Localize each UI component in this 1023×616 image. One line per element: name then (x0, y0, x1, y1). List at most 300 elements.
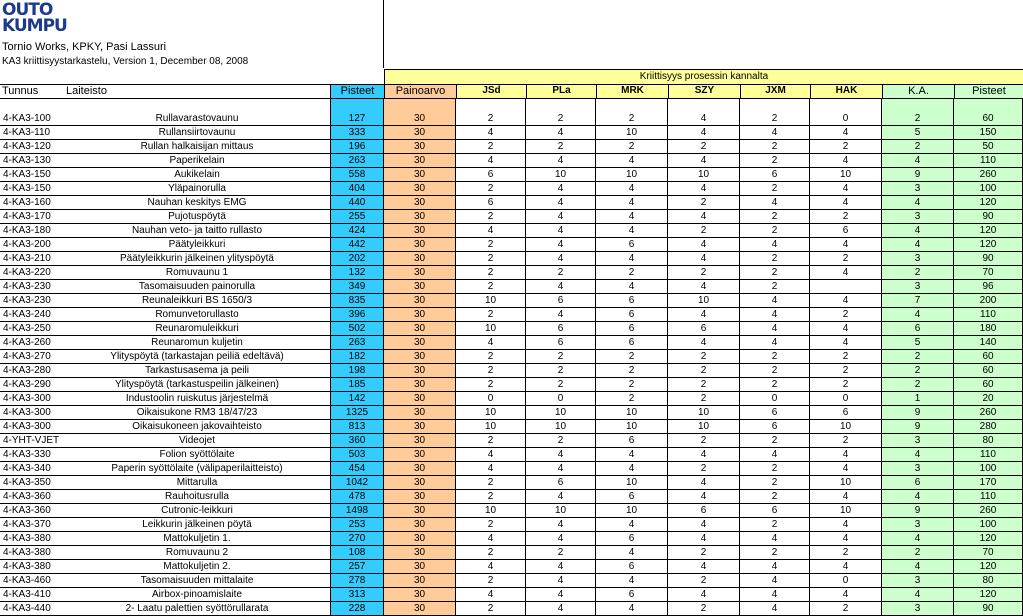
cell-pisteet2[interactable]: 150 (954, 126, 1023, 140)
cell-painoarvo[interactable]: 30 (384, 420, 456, 434)
cell-painoarvo[interactable]: 30 (384, 588, 456, 602)
cell-jsd[interactable]: 10 (456, 322, 526, 336)
cell-jsd[interactable]: 2 (456, 490, 526, 504)
cell-pisteet2[interactable]: 60 (954, 364, 1023, 378)
cell-pisteet2[interactable]: 200 (954, 294, 1023, 308)
cell-pisteet[interactable]: 253 (330, 518, 384, 532)
cell-pisteet[interactable]: 835 (330, 294, 384, 308)
cell-mrk[interactable]: 4 (596, 602, 668, 616)
cell-szy[interactable]: 10 (668, 168, 740, 182)
cell-laiteisto[interactable]: Tasomaisuuden mittalaite (140, 575, 254, 586)
cell-laiteisto[interactable]: Päätyleikkurin jälkeinen ylityspöytä (120, 253, 274, 264)
cell-szy[interactable]: 4 (668, 112, 740, 126)
cell-mrk[interactable]: 6 (596, 336, 668, 350)
cell-mrk[interactable]: 6 (596, 238, 668, 252)
cell-jxm[interactable]: 4 (740, 336, 810, 350)
cell-pisteet[interactable]: 185 (330, 378, 384, 392)
cell-pisteet[interactable]: 424 (330, 224, 384, 238)
cell-hak[interactable]: 2 (810, 210, 882, 224)
cell-ka[interactable]: 2 (882, 350, 954, 364)
cell-tunnus[interactable]: 4-KA3-460 (3, 575, 51, 586)
cell-laiteisto[interactable]: Tasomaisuuden painorulla (138, 281, 256, 292)
cell-jxm[interactable]: 2 (740, 350, 810, 364)
cell-szy[interactable]: 2 (668, 574, 740, 588)
cell-ka[interactable]: 2 (882, 266, 954, 280)
cell-pisteet[interactable]: 478 (330, 490, 384, 504)
cell-szy[interactable]: 2 (668, 266, 740, 280)
cell-hak[interactable]: 0 (810, 574, 882, 588)
cell-mrk[interactable]: 2 (596, 350, 668, 364)
cell-pla[interactable]: 4 (526, 224, 596, 238)
cell-painoarvo[interactable]: 30 (384, 350, 456, 364)
cell-tunnus[interactable]: 4-KA3-300 (3, 407, 51, 418)
cell-tunnus[interactable]: 4-KA3-350 (3, 477, 51, 488)
cell-mrk[interactable]: 4 (596, 224, 668, 238)
cell-laiteisto[interactable]: Paperikelain (169, 155, 225, 166)
cell-jsd[interactable]: 2 (456, 266, 526, 280)
cell-pisteet2[interactable]: 70 (954, 546, 1023, 560)
cell-tunnus[interactable]: 4-KA3-380 (3, 547, 51, 558)
cell-jxm[interactable]: 2 (740, 140, 810, 154)
cell-pla[interactable]: 4 (526, 126, 596, 140)
cell-jxm[interactable]: 2 (740, 252, 810, 266)
cell-jxm[interactable]: 2 (740, 182, 810, 196)
cell-jxm[interactable]: 4 (740, 294, 810, 308)
cell-hak[interactable]: 10 (810, 504, 882, 518)
cell-pla[interactable]: 10 (526, 168, 596, 182)
cell-tunnus[interactable]: 4-KA3-110 (3, 127, 51, 138)
cell-szy[interactable]: 4 (668, 126, 740, 140)
cell-hak[interactable]: 4 (810, 588, 882, 602)
cell-szy[interactable]: 4 (668, 448, 740, 462)
cell-pisteet2[interactable]: 100 (954, 182, 1023, 196)
cell-painoarvo[interactable]: 30 (384, 280, 456, 294)
cell-szy[interactable]: 4 (668, 154, 740, 168)
cell-ka[interactable]: 4 (882, 532, 954, 546)
cell-jsd[interactable]: 2 (456, 112, 526, 126)
cell-mrk[interactable]: 4 (596, 518, 668, 532)
cell-ka[interactable]: 4 (882, 196, 954, 210)
cell-painoarvo[interactable]: 30 (384, 252, 456, 266)
cell-szy[interactable]: 4 (668, 336, 740, 350)
cell-painoarvo[interactable]: 30 (384, 126, 456, 140)
cell-jsd[interactable]: 6 (456, 168, 526, 182)
cell-jsd[interactable]: 4 (456, 336, 526, 350)
cell-pisteet2[interactable]: 110 (954, 308, 1023, 322)
cell-mrk[interactable]: 6 (596, 532, 668, 546)
cell-ka[interactable]: 9 (882, 168, 954, 182)
cell-pisteet2[interactable]: 110 (954, 490, 1023, 504)
cell-mrk[interactable]: 4 (596, 546, 668, 560)
cell-pla[interactable]: 6 (526, 336, 596, 350)
cell-tunnus[interactable]: 4-KA3-150 (3, 169, 51, 180)
cell-laiteisto[interactable]: Industoolin ruiskutus järjestelmä (125, 393, 269, 404)
cell-laiteisto[interactable]: 2- Laatu palettien syöttörullarata (125, 603, 269, 614)
cell-mrk[interactable]: 10 (596, 168, 668, 182)
cell-laiteisto[interactable]: Paperin syöttölaite (välipaperilaitteisto) (111, 463, 283, 474)
cell-mrk[interactable]: 4 (596, 448, 668, 462)
cell-hak[interactable] (810, 280, 882, 294)
cell-tunnus[interactable]: 4-KA3-330 (3, 449, 51, 460)
cell-tunnus[interactable]: 4-KA3-180 (3, 225, 51, 236)
cell-pisteet[interactable]: 127 (330, 112, 384, 126)
cell-laiteisto[interactable]: Romunvetorullasto (155, 309, 239, 320)
cell-painoarvo[interactable]: 30 (384, 168, 456, 182)
cell-pisteet2[interactable]: 20 (954, 392, 1023, 406)
cell-ka[interactable]: 4 (882, 490, 954, 504)
cell-pisteet[interactable]: 333 (330, 126, 384, 140)
cell-jsd[interactable]: 4 (456, 224, 526, 238)
cell-tunnus[interactable]: 4-KA3-300 (3, 421, 51, 432)
cell-jxm[interactable]: 2 (740, 224, 810, 238)
cell-hak[interactable]: 4 (810, 154, 882, 168)
cell-painoarvo[interactable]: 30 (384, 364, 456, 378)
cell-szy[interactable]: 10 (668, 294, 740, 308)
cell-painoarvo[interactable]: 30 (384, 322, 456, 336)
cell-jxm[interactable]: 4 (740, 448, 810, 462)
cell-tunnus[interactable]: 4-KA3-410 (3, 589, 51, 600)
cell-tunnus[interactable]: 4-KA3-230 (3, 295, 51, 306)
cell-laiteisto[interactable]: Yläpainorulla (168, 183, 226, 194)
cell-mrk[interactable]: 6 (596, 490, 668, 504)
cell-laiteisto[interactable]: Tarkastusasema ja peili (145, 365, 249, 376)
cell-tunnus[interactable]: 4-KA3-120 (3, 141, 51, 152)
cell-mrk[interactable]: 2 (596, 392, 668, 406)
cell-jxm[interactable]: 4 (740, 532, 810, 546)
cell-jsd[interactable]: 2 (456, 182, 526, 196)
cell-pisteet[interactable]: 360 (330, 434, 384, 448)
column-header-pisteet2[interactable]: Pisteet (954, 84, 1023, 98)
cell-mrk[interactable]: 10 (596, 406, 668, 420)
cell-painoarvo[interactable]: 30 (384, 182, 456, 196)
cell-pla[interactable]: 10 (526, 406, 596, 420)
cell-pla[interactable]: 0 (526, 392, 596, 406)
cell-painoarvo[interactable]: 30 (384, 518, 456, 532)
cell-hak[interactable]: 6 (810, 406, 882, 420)
cell-hak[interactable]: 10 (810, 420, 882, 434)
cell-szy[interactable]: 6 (668, 504, 740, 518)
cell-pisteet[interactable]: 132 (330, 266, 384, 280)
cell-ka[interactable]: 4 (882, 238, 954, 252)
cell-jxm[interactable]: 4 (740, 196, 810, 210)
cell-tunnus[interactable]: 4-KA3-170 (3, 211, 51, 222)
cell-szy[interactable]: 4 (668, 518, 740, 532)
cell-pla[interactable]: 4 (526, 560, 596, 574)
cell-jxm[interactable]: 2 (740, 112, 810, 126)
cell-mrk[interactable]: 6 (596, 588, 668, 602)
blank-cell-pla[interactable] (526, 99, 596, 112)
cell-painoarvo[interactable]: 30 (384, 392, 456, 406)
cell-tunnus[interactable]: 4-KA3-380 (3, 533, 51, 544)
cell-szy[interactable]: 4 (668, 490, 740, 504)
cell-laiteisto[interactable]: Rullan halkaisijan mittaus (140, 141, 254, 152)
cell-laiteisto[interactable]: Pujotuspöytä (168, 211, 226, 222)
cell-pla[interactable]: 2 (526, 112, 596, 126)
column-header-mrk[interactable]: MRK (596, 84, 668, 98)
cell-mrk[interactable]: 4 (596, 252, 668, 266)
cell-pla[interactable]: 2 (526, 378, 596, 392)
cell-mrk[interactable]: 6 (596, 560, 668, 574)
cell-pisteet2[interactable]: 260 (954, 406, 1023, 420)
cell-laiteisto[interactable]: Aukikelain (174, 169, 220, 180)
cell-pisteet[interactable]: 270 (330, 532, 384, 546)
cell-mrk[interactable]: 4 (596, 574, 668, 588)
cell-ka[interactable]: 3 (882, 252, 954, 266)
cell-ka[interactable]: 4 (882, 224, 954, 238)
cell-tunnus[interactable]: 4-KA3-300 (3, 393, 51, 404)
cell-ka[interactable]: 3 (882, 462, 954, 476)
cell-pisteet[interactable]: 1498 (330, 504, 384, 518)
cell-pisteet[interactable]: 558 (330, 168, 384, 182)
cell-pisteet2[interactable]: 120 (954, 196, 1023, 210)
cell-mrk[interactable]: 6 (596, 434, 668, 448)
cell-ka[interactable]: 2 (882, 140, 954, 154)
cell-jsd[interactable]: 2 (456, 476, 526, 490)
cell-pisteet[interactable]: 1042 (330, 476, 384, 490)
cell-szy[interactable]: 4 (668, 238, 740, 252)
cell-jxm[interactable]: 2 (740, 210, 810, 224)
cell-pisteet[interactable]: 454 (330, 462, 384, 476)
cell-jxm[interactable]: 2 (740, 364, 810, 378)
cell-szy[interactable]: 2 (668, 546, 740, 560)
cell-jxm[interactable]: 2 (740, 518, 810, 532)
blank-cell-ka[interactable] (882, 99, 954, 112)
cell-hak[interactable]: 4 (810, 182, 882, 196)
cell-jxm[interactable]: 2 (740, 266, 810, 280)
cell-jsd[interactable]: 10 (456, 294, 526, 308)
cell-jsd[interactable]: 4 (456, 560, 526, 574)
cell-szy[interactable]: 4 (668, 560, 740, 574)
cell-jxm[interactable]: 4 (740, 588, 810, 602)
cell-pisteet2[interactable]: 60 (954, 112, 1023, 126)
cell-pla[interactable]: 4 (526, 532, 596, 546)
cell-pla[interactable]: 4 (526, 448, 596, 462)
cell-tunnus[interactable]: 4-KA3-150 (3, 183, 51, 194)
cell-laiteisto[interactable]: Rullansiirtovaunu (158, 127, 236, 138)
cell-jsd[interactable]: 0 (456, 392, 526, 406)
cell-szy[interactable]: 4 (668, 280, 740, 294)
cell-jxm[interactable]: 4 (740, 322, 810, 336)
cell-painoarvo[interactable]: 30 (384, 490, 456, 504)
cell-jxm[interactable]: 6 (740, 420, 810, 434)
cell-szy[interactable]: 4 (668, 532, 740, 546)
cell-painoarvo[interactable]: 30 (384, 574, 456, 588)
column-header-tunnus[interactable]: Tunnus (2, 85, 39, 97)
blank-cell-szy[interactable] (668, 99, 740, 112)
cell-pisteet[interactable]: 255 (330, 210, 384, 224)
cell-ka[interactable]: 3 (882, 434, 954, 448)
cell-pisteet[interactable]: 404 (330, 182, 384, 196)
cell-painoarvo[interactable]: 30 (384, 406, 456, 420)
cell-pla[interactable]: 4 (526, 210, 596, 224)
cell-laiteisto[interactable]: Videojet (179, 435, 215, 446)
cell-pla[interactable]: 6 (526, 476, 596, 490)
cell-mrk[interactable]: 2 (596, 112, 668, 126)
cell-pisteet2[interactable]: 90 (954, 252, 1023, 266)
cell-hak[interactable]: 4 (810, 532, 882, 546)
cell-ka[interactable]: 4 (882, 560, 954, 574)
cell-tunnus[interactable]: 4-KA3-230 (3, 281, 51, 292)
cell-painoarvo[interactable]: 30 (384, 224, 456, 238)
cell-pisteet2[interactable]: 280 (954, 420, 1023, 434)
cell-pisteet[interactable]: 396 (330, 308, 384, 322)
cell-pisteet[interactable]: 196 (330, 140, 384, 154)
blank-cell-jxm[interactable] (740, 99, 810, 112)
cell-painoarvo[interactable]: 30 (384, 336, 456, 350)
cell-laiteisto[interactable]: Ylityspöytä (tarkastuspeilin jälkeinen) (115, 379, 279, 390)
cell-ka[interactable]: 3 (882, 574, 954, 588)
blank-cell-pisteet[interactable] (330, 99, 384, 112)
cell-jsd[interactable]: 10 (456, 406, 526, 420)
cell-pla[interactable]: 4 (526, 588, 596, 602)
cell-laiteisto[interactable]: Nauhan keskitys EMG (147, 197, 247, 208)
cell-szy[interactable]: 4 (668, 308, 740, 322)
cell-hak[interactable]: 2 (810, 308, 882, 322)
cell-painoarvo[interactable]: 30 (384, 560, 456, 574)
cell-tunnus[interactable]: 4-KA3-370 (3, 519, 51, 530)
cell-jsd[interactable]: 4 (456, 126, 526, 140)
cell-pla[interactable]: 4 (526, 252, 596, 266)
cell-ka[interactable]: 4 (882, 154, 954, 168)
cell-pisteet[interactable]: 442 (330, 238, 384, 252)
column-header-jsd[interactable]: JSd (456, 84, 526, 98)
cell-hak[interactable]: 2 (810, 364, 882, 378)
cell-pla[interactable]: 4 (526, 602, 596, 616)
cell-pisteet[interactable]: 349 (330, 280, 384, 294)
cell-ka[interactable]: 5 (882, 336, 954, 350)
cell-ka[interactable]: 4 (882, 588, 954, 602)
cell-ka[interactable]: 3 (882, 280, 954, 294)
cell-laiteisto[interactable]: Romuvaunu 2 (165, 547, 229, 558)
cell-pisteet[interactable]: 813 (330, 420, 384, 434)
cell-hak[interactable]: 4 (810, 266, 882, 280)
cell-pisteet2[interactable]: 120 (954, 588, 1023, 602)
cell-pisteet[interactable]: 503 (330, 448, 384, 462)
cell-pla[interactable]: 4 (526, 182, 596, 196)
cell-tunnus[interactable]: 4-KA3-340 (3, 463, 51, 474)
cell-pla[interactable]: 10 (526, 420, 596, 434)
cell-jxm[interactable]: 4 (740, 560, 810, 574)
cell-szy[interactable]: 2 (668, 196, 740, 210)
cell-mrk[interactable]: 2 (596, 378, 668, 392)
cell-jxm[interactable]: 0 (740, 392, 810, 406)
column-header-laiteisto[interactable]: Laiteisto (66, 85, 107, 97)
cell-pisteet2[interactable]: 260 (954, 168, 1023, 182)
cell-jsd[interactable]: 2 (456, 364, 526, 378)
cell-szy[interactable]: 6 (668, 322, 740, 336)
cell-ka[interactable]: 2 (882, 546, 954, 560)
cell-painoarvo[interactable]: 30 (384, 504, 456, 518)
cell-hak[interactable]: 4 (810, 448, 882, 462)
cell-painoarvo[interactable]: 30 (384, 210, 456, 224)
cell-hak[interactable]: 4 (810, 490, 882, 504)
column-header-szy[interactable]: SZY (668, 84, 740, 98)
cell-jsd[interactable]: 2 (456, 280, 526, 294)
cell-laiteisto[interactable]: Reunaromun kuljetin (151, 337, 243, 348)
cell-mrk[interactable]: 4 (596, 210, 668, 224)
cell-szy[interactable]: 2 (668, 350, 740, 364)
cell-hak[interactable]: 10 (810, 476, 882, 490)
cell-tunnus[interactable]: 4-KA3-380 (3, 561, 51, 572)
cell-tunnus[interactable]: 4-KA3-220 (3, 267, 51, 278)
cell-laiteisto[interactable]: Mattokuljetin 2. (163, 561, 231, 572)
cell-ka[interactable]: 9 (882, 504, 954, 518)
cell-laiteisto[interactable]: Nauhan veto- ja taitto rullasto (131, 225, 263, 236)
cell-tunnus[interactable]: 4-KA3-360 (3, 505, 51, 516)
cell-jsd[interactable]: 2 (456, 518, 526, 532)
cell-jsd[interactable]: 10 (456, 420, 526, 434)
cell-jsd[interactable]: 2 (456, 140, 526, 154)
cell-hak[interactable]: 4 (810, 294, 882, 308)
column-header-pla[interactable]: PLa (526, 84, 596, 98)
cell-painoarvo[interactable]: 30 (384, 434, 456, 448)
cell-painoarvo[interactable]: 30 (384, 266, 456, 280)
cell-laiteisto[interactable]: Airbox-pinoamislaite (151, 589, 243, 600)
cell-ka[interactable]: 3 (882, 602, 954, 616)
cell-jsd[interactable]: 10 (456, 504, 526, 518)
cell-pisteet[interactable]: 278 (330, 574, 384, 588)
cell-pla[interactable]: 2 (526, 266, 596, 280)
cell-ka[interactable]: 4 (882, 448, 954, 462)
cell-pisteet2[interactable]: 80 (954, 574, 1023, 588)
cell-pisteet2[interactable]: 50 (954, 140, 1023, 154)
cell-pisteet[interactable]: 228 (330, 602, 384, 616)
cell-jsd[interactable]: 2 (456, 238, 526, 252)
cell-szy[interactable]: 4 (668, 252, 740, 266)
cell-pisteet[interactable]: 198 (330, 364, 384, 378)
cell-szy[interactable]: 4 (668, 210, 740, 224)
cell-ka[interactable]: 3 (882, 518, 954, 532)
cell-hak[interactable]: 2 (810, 140, 882, 154)
cell-jxm[interactable]: 4 (740, 126, 810, 140)
cell-tunnus[interactable]: 4-KA3-290 (3, 379, 51, 390)
cell-mrk[interactable]: 4 (596, 462, 668, 476)
cell-pla[interactable]: 4 (526, 238, 596, 252)
cell-tunnus[interactable]: 4-KA3-240 (3, 309, 51, 320)
cell-laiteisto[interactable]: Ylityspöytä (tarkastajan peiliä edeltävä) (110, 351, 284, 362)
cell-pla[interactable]: 4 (526, 196, 596, 210)
cell-hak[interactable]: 2 (810, 546, 882, 560)
cell-pla[interactable]: 2 (526, 546, 596, 560)
cell-jsd[interactable]: 2 (456, 434, 526, 448)
cell-pisteet2[interactable]: 60 (954, 350, 1023, 364)
cell-laiteisto[interactable]: Leikkurin jälkeinen pöytä (142, 519, 252, 530)
cell-hak[interactable]: 4 (810, 518, 882, 532)
cell-jsd[interactable]: 2 (456, 252, 526, 266)
cell-szy[interactable]: 2 (668, 392, 740, 406)
cell-mrk[interactable]: 10 (596, 476, 668, 490)
cell-hak[interactable]: 2 (810, 434, 882, 448)
cell-tunnus[interactable]: 4-KA3-200 (3, 239, 51, 250)
cell-jsd[interactable]: 4 (456, 588, 526, 602)
cell-jsd[interactable]: 2 (456, 546, 526, 560)
cell-pisteet2[interactable]: 120 (954, 224, 1023, 238)
cell-szy[interactable]: 2 (668, 462, 740, 476)
cell-jsd[interactable]: 2 (456, 210, 526, 224)
cell-mrk[interactable]: 10 (596, 504, 668, 518)
cell-painoarvo[interactable]: 30 (384, 476, 456, 490)
cell-pla[interactable]: 2 (526, 434, 596, 448)
cell-painoarvo[interactable]: 30 (384, 448, 456, 462)
cell-mrk[interactable]: 6 (596, 294, 668, 308)
cell-mrk[interactable]: 2 (596, 364, 668, 378)
cell-painoarvo[interactable]: 30 (384, 154, 456, 168)
cell-ka[interactable]: 9 (882, 420, 954, 434)
cell-laiteisto[interactable]: Mittarulla (176, 477, 218, 488)
cell-hak[interactable]: 2 (810, 602, 882, 616)
cell-laiteisto[interactable]: Reunaleikkuri BS 1650/3 (141, 295, 253, 306)
blank-cell-pisteet2[interactable] (954, 99, 1023, 112)
